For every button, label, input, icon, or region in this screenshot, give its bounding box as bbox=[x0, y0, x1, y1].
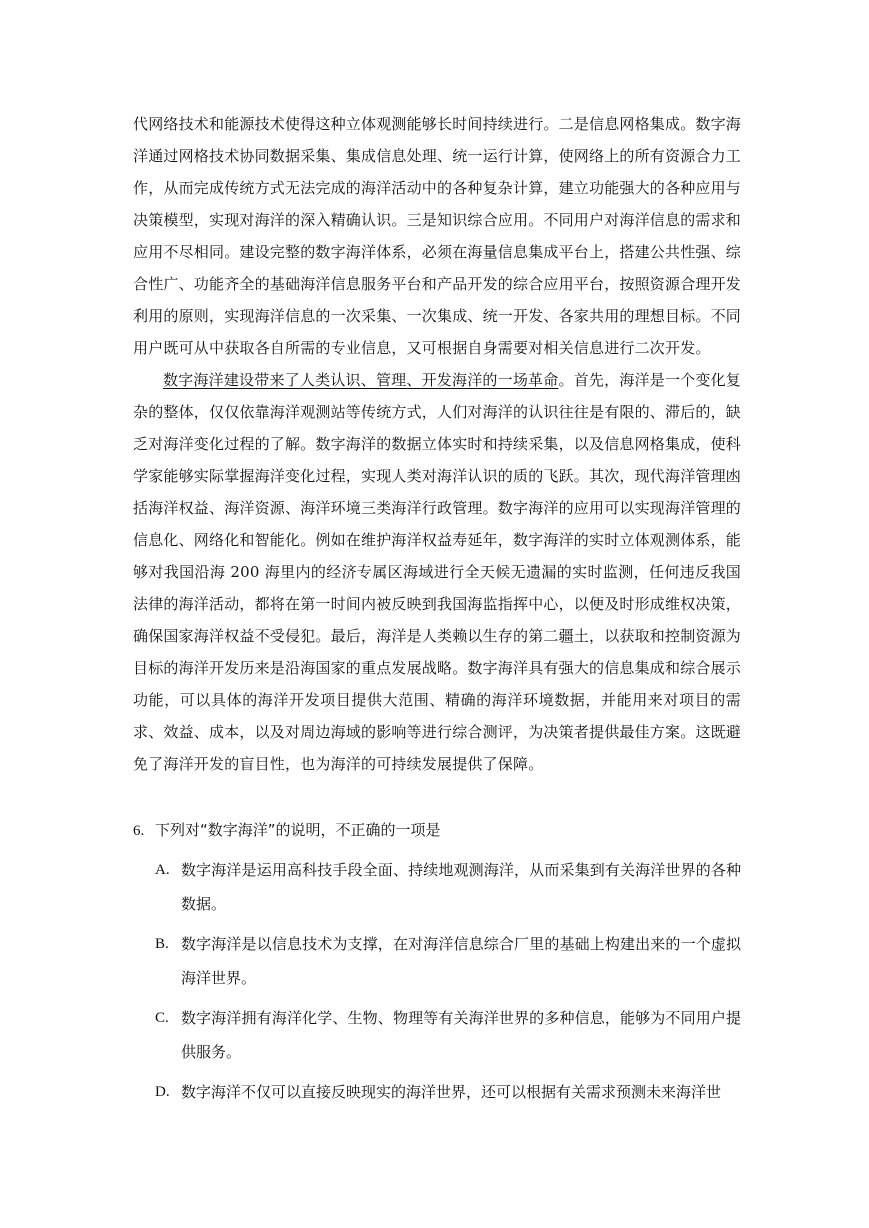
passage-paragraph-1: 代网络技术和能源技术使得这种立体观测能够长时间持续进行。二是信息网格集成。数字海洋通过网格技术协同数据采集、集成信息处理、统一运行计算，使网络上的所有资源合力工作，从而完成传统方式无法完成的海洋活动中的各种复杂计算，建立功能强大的各种应用与决策模型，实现对海洋的深入精确认识。三是知识综合应用。不同用户对海洋信息的需求和应用不尽相同。建设完整的数字海洋体系，必须在海量信息集成平台上，搭建公共性强、综合性广、功能齐全的基础海洋信息服务平台和产品开发的综合应用平台，按照资源合理开发利用的原则，实现海洋信息的一次采集、一次集成、统一开发、各家共用的理想目标。不同用户既可从中获取各自所需的专业信息，又可根据自身需要对相关信息进行二次开发。 bbox=[133, 115, 742, 357]
option-letter: A. bbox=[155, 862, 170, 878]
option-text: 数字海洋是运用高科技手段全面、持续地观测海洋，从而采集到有关海洋世界的各种数据。 bbox=[181, 861, 741, 913]
option-d bbox=[133, 1075, 741, 1109]
option-letter: B. bbox=[155, 936, 169, 952]
underlined-sentence: 数字海洋建设带来了人类认识、管理、开发海洋的一场革命 bbox=[163, 371, 559, 389]
option-letter: D. bbox=[155, 1084, 170, 1100]
option-b bbox=[133, 927, 741, 995]
option-text: 数字海洋不仅可以直接反映现实的海洋世界，还可以根据有关需求预测未来海洋世 bbox=[181, 1083, 722, 1101]
option-a bbox=[133, 853, 741, 921]
question-number: 6. bbox=[133, 823, 145, 839]
option-c bbox=[133, 1001, 741, 1069]
question-6 bbox=[133, 814, 741, 1109]
option-text: 数字海洋是以信息技术为支撑，在对海洋信息综合厂里的基础上构建出来的一个虚拟海洋世界。 bbox=[181, 935, 741, 987]
paragraph-2-text: 。首先，海洋是一个变化复杂的整体，仅仅依靠海洋观测站等传统方式，人们对海洋的认识往往是有限的、滞后的，缺乏对海洋变化过程的了解。数字海洋的数据立体实时和持续采集，以及信息网格集成，使科学家能够实际掌握海洋变化过程，实现人类对海洋认识的质的飞跃。其次，现代海洋管理凼括海洋权益、海洋资源、海洋环境三类海洋行政管理。数字海洋的应用可以实现海洋管理的信息化、网络化和智能化。例如在维护海洋权益寿延年，数字海洋的实时立体观测体系，能够对我国沿海 200 海里内的经济专属区海域进行全天候无遗漏的实时监测，任何违反我国法律的海洋活动，都将在第一时间内被反映到我国海监指挥中心，以便及时形成维权决策，确保国家海洋权益不受侵犯。最后，海洋是人类赖以生存的第二疆土，以获取和控制资源为目标的海洋开发历来是沿海国家的重点发展战略。数字海洋具有强大的信息集成和综合展示功能，可以具体的海洋开发项目提供大范围、精确的海洋环境数据，并能用来对项目的需求、效益、成本，以及对周边海域的影响等进行综合测评，为决策者提供最佳方案。这既避免了海洋开发的盲目性，也为海洋的可持续发展提供了保障。 bbox=[133, 371, 742, 773]
option-letter: C. bbox=[155, 1010, 169, 1026]
document-page bbox=[133, 108, 741, 1109]
question-text: 下列对“数字海洋”的说明，不正确的一项是 bbox=[155, 821, 441, 839]
question-stem bbox=[133, 814, 741, 847]
passage-paragraph-2 bbox=[133, 364, 741, 780]
option-text: 数字海洋拥有海洋化学、生物、物理等有关海洋世界的多种信息，能够为不同用户提供服务。 bbox=[181, 1009, 741, 1061]
